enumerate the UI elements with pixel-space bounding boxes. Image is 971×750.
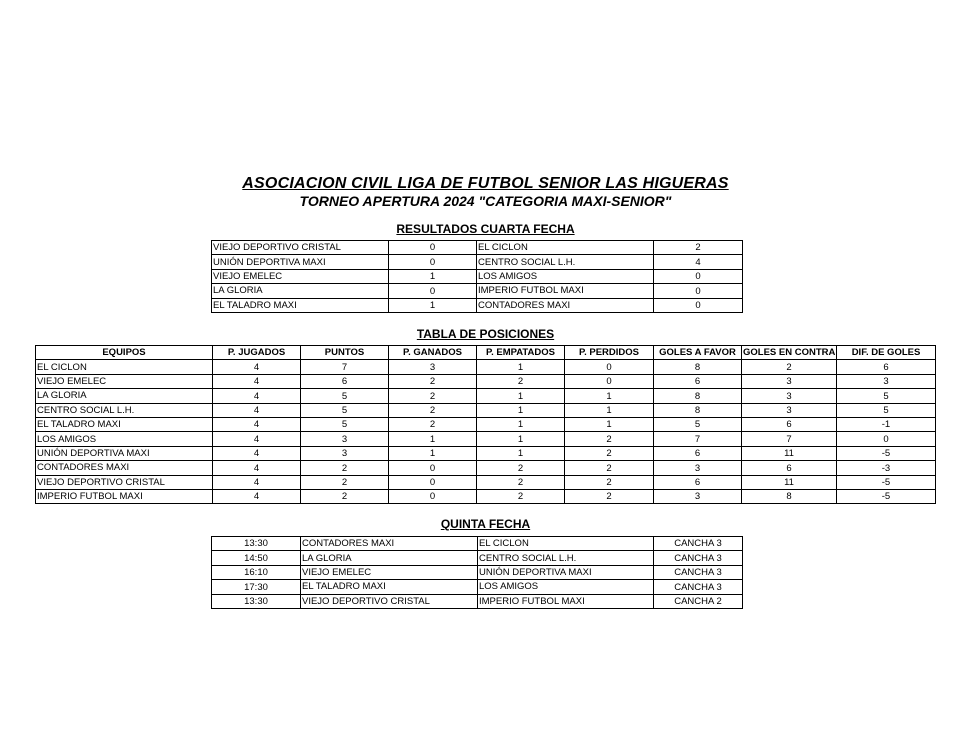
stat-cell: 6 bbox=[837, 360, 936, 374]
header-row bbox=[36, 346, 936, 360]
team-name-cell: CONTADORES MAXI bbox=[36, 461, 213, 475]
away-team-cell: IMPERIO FUTBOL MAXI bbox=[477, 284, 654, 298]
table-row bbox=[212, 580, 743, 594]
stat-cell: 1 bbox=[565, 389, 654, 403]
stat-cell: 4 bbox=[213, 389, 301, 403]
table-row bbox=[212, 565, 743, 579]
stat-cell: 3 bbox=[301, 432, 389, 446]
away-team-cell: UNIÓN DEPORTIVA MAXI bbox=[478, 565, 654, 579]
tournament-subtitle: TORNEO APERTURA 2024 "CATEGORIA MAXI-SENIOR" bbox=[299, 193, 672, 209]
stat-cell: 1 bbox=[477, 360, 565, 374]
stat-cell: 2 bbox=[565, 432, 654, 446]
kickoff-time-cell: 14:50 bbox=[212, 551, 301, 565]
table-row bbox=[36, 360, 936, 374]
stat-cell: 0 bbox=[837, 432, 936, 446]
stat-cell: 2 bbox=[301, 461, 389, 475]
away-goals-cell: 4 bbox=[654, 255, 743, 269]
home-team-cell: VIEJO EMELEC bbox=[301, 565, 478, 579]
stat-cell: 1 bbox=[389, 432, 477, 446]
table-row bbox=[36, 374, 936, 388]
stat-cell: 0 bbox=[389, 461, 477, 475]
stat-cell: 5 bbox=[837, 389, 936, 403]
team-name-cell: UNIÓN DEPORTIVA MAXI bbox=[36, 446, 213, 460]
stat-cell: 4 bbox=[213, 489, 301, 503]
column-header: EQUIPOS bbox=[36, 346, 213, 360]
home-team-cell: LA GLORIA bbox=[301, 551, 478, 565]
stat-cell: 1 bbox=[477, 417, 565, 431]
team-name-cell: LOS AMIGOS bbox=[36, 432, 213, 446]
table-row bbox=[36, 446, 936, 460]
stat-cell: 5 bbox=[301, 389, 389, 403]
table-row bbox=[36, 432, 936, 446]
home-goals-cell: 0 bbox=[389, 284, 477, 298]
results-title: RESULTADOS CUARTA FECHA bbox=[396, 222, 575, 236]
stat-cell: 11 bbox=[742, 475, 837, 489]
stat-cell: 2 bbox=[477, 475, 565, 489]
table-row bbox=[36, 389, 936, 403]
stat-cell: 7 bbox=[301, 360, 389, 374]
stat-cell: 5 bbox=[837, 403, 936, 417]
results-table bbox=[211, 240, 743, 313]
stat-cell: 4 bbox=[213, 360, 301, 374]
stat-cell: 3 bbox=[654, 489, 742, 503]
stat-cell: 8 bbox=[654, 360, 742, 374]
table-row bbox=[212, 551, 743, 565]
stat-cell: 2 bbox=[301, 475, 389, 489]
stat-cell: 11 bbox=[742, 446, 837, 460]
stat-cell: 7 bbox=[742, 432, 837, 446]
away-team-cell: IMPERIO FUTBOL MAXI bbox=[478, 594, 654, 608]
stat-cell: 8 bbox=[654, 389, 742, 403]
home-team-cell: EL TALADRO MAXI bbox=[212, 298, 389, 312]
stat-cell: 2 bbox=[477, 461, 565, 475]
team-name-cell: IMPERIO FUTBOL MAXI bbox=[36, 489, 213, 503]
away-team-cell: LOS AMIGOS bbox=[477, 269, 654, 283]
stat-cell: 2 bbox=[389, 403, 477, 417]
column-header: P. EMPATADOS bbox=[477, 346, 565, 360]
stat-cell: 2 bbox=[301, 489, 389, 503]
stat-cell: 3 bbox=[654, 461, 742, 475]
table-row bbox=[36, 417, 936, 431]
stat-cell: 7 bbox=[654, 432, 742, 446]
stat-cell: 3 bbox=[389, 360, 477, 374]
stat-cell: 4 bbox=[213, 446, 301, 460]
stat-cell: 6 bbox=[654, 374, 742, 388]
stat-cell: 2 bbox=[389, 417, 477, 431]
away-team-cell: LOS AMIGOS bbox=[478, 580, 654, 594]
stat-cell: 2 bbox=[477, 489, 565, 503]
home-team-cell: VIEJO EMELEC bbox=[212, 269, 389, 283]
stat-cell: -5 bbox=[837, 489, 936, 503]
stat-cell: 1 bbox=[565, 417, 654, 431]
table-row bbox=[212, 241, 743, 255]
stat-cell: 6 bbox=[742, 417, 837, 431]
team-name-cell: CENTRO SOCIAL L.H. bbox=[36, 403, 213, 417]
table-row bbox=[36, 475, 936, 489]
stat-cell: 1 bbox=[477, 432, 565, 446]
table-row bbox=[212, 255, 743, 269]
stat-cell: 4 bbox=[213, 461, 301, 475]
stat-cell: 5 bbox=[654, 417, 742, 431]
stat-cell: 6 bbox=[301, 374, 389, 388]
stat-cell: 2 bbox=[742, 360, 837, 374]
standings-title: TABLA DE POSICIONES bbox=[416, 327, 555, 341]
field-cell: CANCHA 3 bbox=[654, 565, 743, 579]
stat-cell: 4 bbox=[213, 403, 301, 417]
stat-cell: 8 bbox=[742, 489, 837, 503]
team-name-cell: EL CICLON bbox=[36, 360, 213, 374]
table-row bbox=[212, 284, 743, 298]
page-title: ASOCIACION CIVIL LIGA DE FUTBOL SENIOR LAS HIGUERAS bbox=[242, 175, 729, 192]
stat-cell: 6 bbox=[654, 446, 742, 460]
table-row bbox=[212, 298, 743, 312]
field-cell: CANCHA 3 bbox=[654, 551, 743, 565]
home-goals-cell: 0 bbox=[389, 255, 477, 269]
column-header: GOLES A FAVOR bbox=[654, 346, 742, 360]
table-row bbox=[212, 594, 743, 608]
kickoff-time-cell: 13:30 bbox=[212, 537, 301, 551]
team-name-cell: VIEJO DEPORTIVO CRISTAL bbox=[36, 475, 213, 489]
away-team-cell: EL CICLON bbox=[478, 537, 654, 551]
stat-cell: 2 bbox=[565, 475, 654, 489]
kickoff-time-cell: 13:30 bbox=[212, 594, 301, 608]
column-header: GOLES EN CONTRA bbox=[743, 347, 836, 359]
column-header: P. PERDIDOS bbox=[565, 346, 654, 360]
home-team-cell: EL TALADRO MAXI bbox=[301, 580, 478, 594]
stat-cell: 1 bbox=[477, 389, 565, 403]
stat-cell: 0 bbox=[565, 360, 654, 374]
away-team-cell: EL CICLON bbox=[477, 241, 654, 255]
column-header: P. JUGADOS bbox=[213, 346, 301, 360]
stat-cell: 2 bbox=[389, 374, 477, 388]
stat-cell: 4 bbox=[213, 374, 301, 388]
stat-cell: -3 bbox=[837, 461, 936, 475]
table-row bbox=[36, 461, 936, 475]
stat-cell: 1 bbox=[477, 446, 565, 460]
away-goals-cell: 0 bbox=[654, 298, 743, 312]
stat-cell: 5 bbox=[301, 417, 389, 431]
kickoff-time-cell: 16:10 bbox=[212, 565, 301, 579]
home-team-cell: VIEJO DEPORTIVO CRISTAL bbox=[212, 241, 389, 255]
stat-cell: 6 bbox=[654, 475, 742, 489]
column-header: PUNTOS bbox=[301, 346, 389, 360]
home-goals-cell: 0 bbox=[389, 241, 477, 255]
kickoff-time-cell: 17:30 bbox=[212, 580, 301, 594]
column-header: DIF. DE GOLES bbox=[837, 346, 936, 360]
home-team-cell: CONTADORES MAXI bbox=[301, 537, 478, 551]
home-goals-cell: 1 bbox=[389, 269, 477, 283]
field-cell: CANCHA 3 bbox=[654, 580, 743, 594]
away-team-cell: CENTRO SOCIAL L.H. bbox=[477, 255, 654, 269]
stat-cell: 4 bbox=[213, 432, 301, 446]
stat-cell: 3 bbox=[742, 374, 837, 388]
stat-cell: 3 bbox=[742, 389, 837, 403]
stat-cell: 1 bbox=[389, 446, 477, 460]
standings-table bbox=[35, 345, 936, 504]
team-name-cell: EL TALADRO MAXI bbox=[36, 417, 213, 431]
home-team-cell: UNIÓN DEPORTIVA MAXI bbox=[212, 255, 389, 269]
away-team-cell: CONTADORES MAXI bbox=[477, 298, 654, 312]
home-goals-cell: 1 bbox=[389, 298, 477, 312]
stat-cell: 0 bbox=[389, 475, 477, 489]
stat-cell: 3 bbox=[301, 446, 389, 460]
stat-cell: 2 bbox=[565, 446, 654, 460]
column-header: P. GANADOS bbox=[389, 346, 477, 360]
stat-cell: 0 bbox=[389, 489, 477, 503]
table-row bbox=[212, 269, 743, 283]
stat-cell: 2 bbox=[389, 389, 477, 403]
stat-cell: -5 bbox=[837, 475, 936, 489]
away-team-cell: CENTRO SOCIAL L.H. bbox=[478, 551, 654, 565]
stat-cell: 5 bbox=[301, 403, 389, 417]
table-row bbox=[212, 537, 743, 551]
away-goals-cell: 0 bbox=[654, 284, 743, 298]
home-team-cell: LA GLORIA bbox=[212, 284, 389, 298]
team-name-cell: LA GLORIA bbox=[36, 389, 213, 403]
stat-cell: 1 bbox=[565, 403, 654, 417]
stat-cell: -1 bbox=[837, 417, 936, 431]
team-name-cell: VIEJO EMELEC bbox=[36, 374, 213, 388]
table-row bbox=[36, 489, 936, 503]
stat-cell: 1 bbox=[477, 403, 565, 417]
stat-cell: -5 bbox=[837, 446, 936, 460]
fixtures-table bbox=[211, 536, 743, 609]
stat-cell: 4 bbox=[213, 417, 301, 431]
stat-cell: 8 bbox=[654, 403, 742, 417]
field-cell: CANCHA 3 bbox=[654, 537, 743, 551]
next-round-title: QUINTA FECHA bbox=[440, 517, 531, 531]
away-goals-cell: 0 bbox=[654, 269, 743, 283]
field-cell: CANCHA 2 bbox=[654, 594, 743, 608]
stat-cell: 4 bbox=[213, 475, 301, 489]
stat-cell: 3 bbox=[837, 374, 936, 388]
table-row bbox=[36, 403, 936, 417]
away-goals-cell: 2 bbox=[654, 241, 743, 255]
stat-cell: 6 bbox=[742, 461, 837, 475]
stat-cell: 0 bbox=[565, 374, 654, 388]
stat-cell: 2 bbox=[565, 461, 654, 475]
stat-cell: 2 bbox=[565, 489, 654, 503]
stat-cell: 2 bbox=[477, 374, 565, 388]
home-team-cell: VIEJO DEPORTIVO CRISTAL bbox=[301, 594, 478, 608]
stat-cell: 3 bbox=[742, 403, 837, 417]
